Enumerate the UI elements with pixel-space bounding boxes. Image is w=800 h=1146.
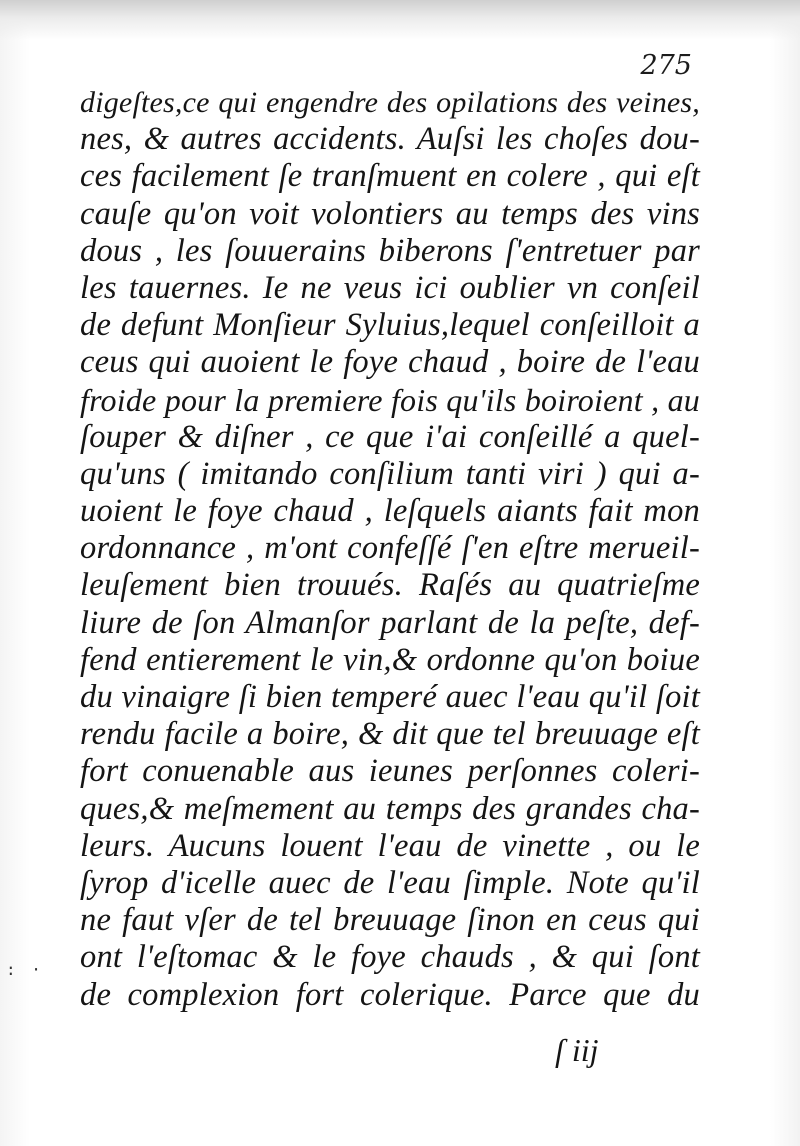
text-line: qu'uns ( imitando conſilium tanti viri ) qui a- bbox=[80, 455, 700, 492]
text-line: de complexion fort colerique. Parce que du bbox=[80, 976, 700, 1013]
text-line: rendu facile a boire, & dit que tel breuuage eſt bbox=[80, 716, 700, 753]
text-line: les tauernes. Ie ne veus ici oublier vn conſeil bbox=[80, 269, 700, 306]
text-line: nes, & autres accidents. Auſsi les choſes dou- bbox=[80, 121, 700, 158]
text-line: ques,& meſmement au temps des grandes cha- bbox=[80, 790, 700, 827]
text-line: froide pour la premiere fois qu'ils boiroient , au bbox=[80, 381, 700, 418]
text-line: cauſe qu'on voit volontiers au temps des vins bbox=[80, 195, 700, 232]
signature-mark: ſ iij bbox=[555, 1032, 599, 1068]
page-number: 275 bbox=[640, 50, 692, 81]
text-line: ſouper & diſner , ce que i'ai conſeillé a quel- bbox=[80, 418, 700, 455]
text-line: liure de ſon Almanſor parlant de la peſte, def- bbox=[80, 604, 700, 641]
text-line: fort conuenable aus ieunes perſonnes coleri- bbox=[80, 753, 700, 790]
text-line: du vinaigre ſi bien temperé auec l'eau qu'il ſoit bbox=[80, 679, 700, 715]
text-line: uoient le foye chaud , leſquels aiants fait mon bbox=[80, 493, 700, 530]
text-line: leurs. Aucuns louent l'eau de vinette , ou le bbox=[80, 827, 700, 864]
text-line: digeſtes,ce qui engendre des opilations des veines, bbox=[80, 86, 700, 119]
body-text bbox=[80, 84, 700, 1014]
text-line: de defunt Monſieur Syluius,lequel conſeilloit a bbox=[80, 307, 700, 344]
text-line: dous , les ſouuerains biberons ſ'entretuer par bbox=[80, 232, 700, 269]
text-line: ont l'eſtomac & le foye chauds , & qui ſont bbox=[80, 939, 700, 976]
text-line: ne faut vſer de tel breuuage ſinon en ceus qui bbox=[80, 902, 700, 939]
text-line: ordonnance , m'ont confeſſé ſ'en eſtre merueil- bbox=[80, 530, 700, 567]
text-line: ceus qui auoient le foye chaud , boire de l'eau bbox=[80, 344, 700, 381]
text-line: leuſement bien trouués. Raſés au quatrieſme bbox=[80, 567, 700, 604]
text-line: fend entierement le vin,& ordonne qu'on boiue bbox=[80, 641, 700, 678]
page-top-shadow bbox=[0, 0, 800, 40]
text-line: ces facilement ſe tranſmuent en colere , qui eſt bbox=[80, 158, 700, 195]
text-line: ſyrop d'icelle auec de l'eau ſimple. Note qu'il bbox=[80, 864, 700, 901]
margin-mark: : · bbox=[6, 960, 44, 979]
